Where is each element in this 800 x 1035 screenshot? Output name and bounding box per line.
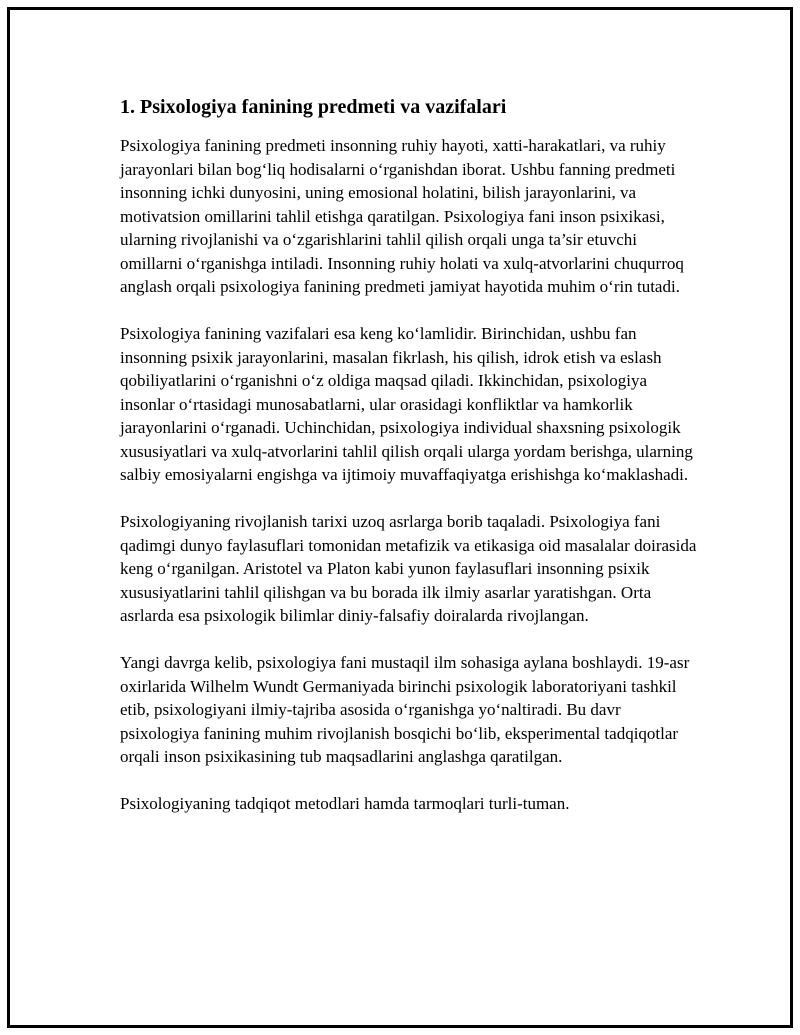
paragraph: Psixologiya fanining vazifalari esa keng ko‘lamlidir. Birinchidan, ushbu fan insonning psixik jarayonlarini, masalan fikrlash, his qilish, idrok etish va eslash qobiliyatlarini o‘rganishni o‘z oldiga maqsad qiladi. Ikkinchidan, psixologiya insonlar o‘rtasidagi munosabatlarni, ular orasidagi konfliktlar va hamkorlik jarayonlarini o‘rganadi. Uchinchidan, psixologiya individual shaxsning psixologik xususiyatlari va xulq-atvorlarini tahlil qilish orqali ularga yordam berishga, ularning salbiy emosiyalarni engishga va ijtimoiy muvaffaqiyatga erishishga ko‘maklashadi. <box>120 324 693 484</box>
paragraph: Yangi davrga kelib, psixologiya fani mustaqil ilm sohasiga aylana boshlaydi. 19-asr oxirlarida Wilhelm Wundt Germaniyada birinchi psixologik laboratoriyani tashkil etib, psixologiyani ilmiy-tajriba asosida o‘rganishga yo‘naltiradi. Bu davr psixologiya fanining muhim rivojlanish bosqichi bo‘lib, eksperimental tadqiqotlar orqali inson psixikasining tub maqsadlarini anglashga qaratilgan. <box>120 653 690 766</box>
document-title: 1. Psixologiya fanining predmeti va vazifalari <box>120 96 507 118</box>
paragraph: Psixologiyaning tadqiqot metodlari hamda tarmoqlari turli-tuman. <box>120 794 570 813</box>
paragraph: Psixologiyaning rivojlanish tarixi uzoq asrlarga borib taqaladi. Psixologiya fani qadimgi dunyo faylasuflari tomonidan metafizik va etikasiga oid masalalar doirasida keng o‘rganilgan. Aristotel va Platon kabi yunon faylasuflari insonning psixik xususiyatlarini tahlil qilishgan va bu borada ilk ilmiy asarlar yaratishgan. Orta asrlarda esa psixologik bilimlar diniy-falsafiy doiralarda rivojlangan. <box>120 512 697 625</box>
page-frame <box>7 7 793 1028</box>
document-body <box>120 94 700 839</box>
paragraph: Psixologiya fanining predmeti insonning ruhiy hayoti, xatti-harakatlari, va ruhiy jarayonlari bilan bog‘liq hodisalarni o‘rganishdan iborat. Ushbu fanning predmeti insonning ichki dunyosini, uning emosional holatini, bilish jarayonlarini, va motivatsion omillarini tahlil etishga qaratilgan. Psixologiya fani inson psixikasi, ularning rivojlanishi va o‘zgarishlarini tahlil qilish orqali unga ta’sir etuvchi omillarni o‘rganishga intiladi. Insonning ruhiy holati va xulq-atvorlarini chuqurroq anglash orqali psixologiya fanining predmeti jamiyat hayotida muhim o‘rin tutadi. <box>120 136 684 296</box>
